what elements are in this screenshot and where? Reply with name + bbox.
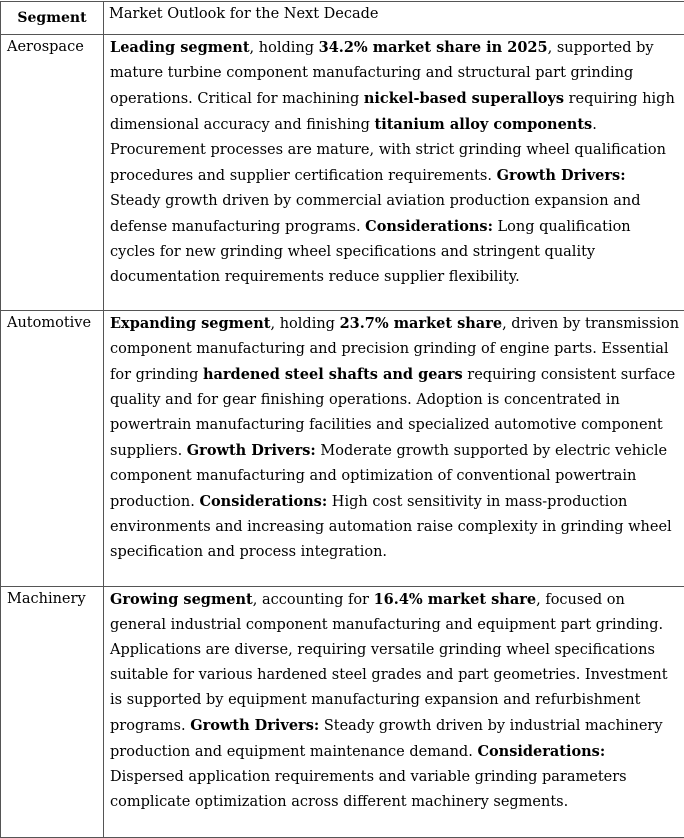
body-text: Long qualification cycles for new grinding wheel specifications and stringent quality documentation requirements reduce supplier flexibility.: [110, 219, 631, 285]
highlight-text: Leading segment: [110, 39, 250, 56]
body-text: Dispersed application requirements and variable grinding parameters complicate optimization across different machinery segments.: [110, 769, 627, 810]
highlight-text: nickel-based superalloys: [364, 90, 564, 107]
body-text: Steady growth driven by industrial machinery production and equipment maintenance demand.: [110, 718, 663, 760]
highlight-text: Growing segment: [110, 591, 253, 608]
body-text: Steady growth driven by commercial aviation production expansion and defense manufacturing programs.: [110, 193, 641, 235]
body-text: , holding: [270, 316, 339, 332]
segment-name: Automotive: [1, 311, 104, 587]
segment-outlook: [104, 587, 684, 838]
highlight-text: 34.2% market share in 2025: [319, 39, 548, 56]
body-text: , focused on general industrial component manufacturing and equipment part grinding. Applications are diverse, requiring versatile grinding wheel specifications suitable for various hardened steel grades and part geometries. Investment is supported by equipment manufacturing expansion and refurbishment programs.: [110, 592, 668, 734]
segment-outlook: [104, 311, 684, 587]
table-row: [1, 35, 684, 311]
highlight-text: Considerations:: [365, 218, 493, 235]
table-row: [1, 311, 684, 587]
highlight-text: titanium alloy components: [375, 116, 593, 133]
highlight-text: Considerations:: [477, 743, 605, 760]
body-text: requiring high dimensional accuracy and finishing: [110, 91, 675, 133]
segment-name: Aerospace: [1, 35, 104, 311]
table-header-row: [1, 2, 684, 35]
highlight-text: Considerations:: [199, 493, 327, 510]
highlight-text: hardened steel shafts and gears: [203, 366, 463, 383]
highlight-text: Growth Drivers:: [497, 167, 626, 184]
highlight-text: Growth Drivers:: [187, 442, 316, 459]
body-text: , supported by mature turbine component manufacturing and structural part grinding operations. Critical for machining: [110, 40, 654, 107]
market-outlook-table: [0, 1, 684, 838]
body-text: . Procurement processes are mature, with strict grinding wheel qualification procedures and supplier certification requirements.: [110, 117, 666, 184]
body-text: , holding: [250, 40, 319, 56]
outlook-column-header: Market Outlook for the Next Decade: [104, 2, 684, 35]
body-text: Moderate growth supported by electric vehicle component manufacturing and optimization of conventional powertrain production.: [110, 443, 667, 510]
body-text: requiring consistent surface quality and for gear finishing operations. Adoption is concentrated in powertrain manufacturing facilities and specialized automotive component suppliers.: [110, 367, 675, 459]
highlight-text: Expanding segment: [110, 315, 270, 332]
body-text: , accounting for: [253, 592, 374, 608]
segment-name: Machinery: [1, 587, 104, 838]
segment-column-header: Segment: [1, 2, 104, 35]
body-text: , driven by transmission component manufacturing and precision grinding of engine parts. Essential for grinding: [110, 316, 679, 383]
highlight-text: 23.7% market share: [340, 315, 503, 332]
body-text: High cost sensitivity in mass-production environments and increasing automation raise complexity in grinding wheel specification and process integration.: [110, 494, 672, 560]
segment-outlook: [104, 35, 684, 311]
table-row: [1, 587, 684, 838]
highlight-text: Growth Drivers:: [190, 717, 319, 734]
highlight-text: 16.4% market share: [374, 591, 537, 608]
